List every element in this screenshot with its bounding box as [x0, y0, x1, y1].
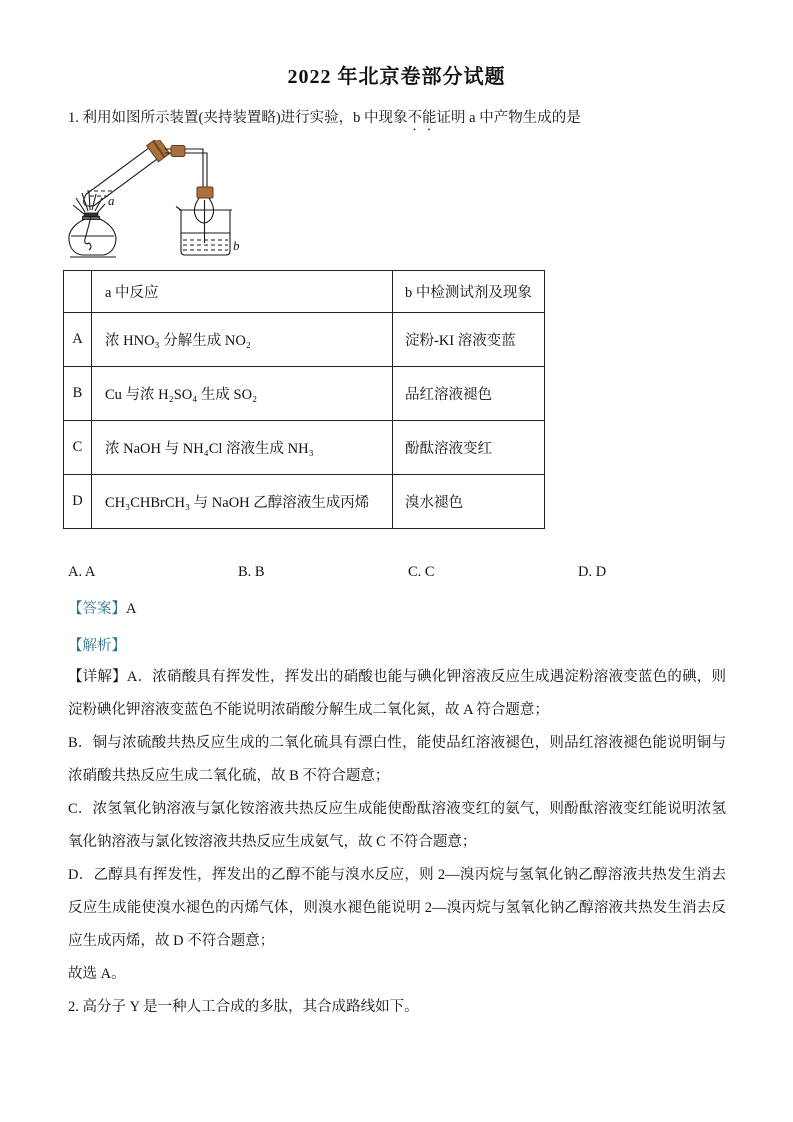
row-key: B	[64, 367, 92, 421]
row-detection: 淀粉-KI 溶液变蓝	[393, 313, 545, 367]
apparatus-diagram	[58, 140, 793, 268]
row-key: A	[64, 313, 92, 367]
explanation-paragraph-d: D．乙醇具有挥发性，挥发出的乙醇不能与溴水反应，则 2—溴丙烷与氢氧化钠乙醇溶液共热发生消去反应生成能使溴水褪色的丙烯气体，则溴水褪色能说明 2—溴丙烷与氢氧化钠乙醇溶液共热发生消去反应生成丙烯，故 D 不符合题意；	[68, 867, 726, 949]
diagram-label-b: b	[233, 238, 240, 253]
choice-c: C. C	[408, 564, 435, 580]
analysis-label: 【解析】	[68, 638, 126, 654]
explanation-paragraph-b: B．铜与浓硫酸共热反应生成的二氧化硫具有漂白性，能使品红溶液褪色，则品红溶液褪色能说明铜与浓硝酸共热反应生成二氧化硫，故 B 不符合题意；	[68, 735, 726, 784]
question-1-stem	[68, 108, 725, 134]
explanation-label: 【详解】	[68, 669, 127, 685]
gas-bulb	[194, 187, 213, 243]
answer-label: 【答案】	[68, 601, 126, 617]
row-key: D	[64, 475, 92, 529]
table-header-row	[64, 271, 545, 313]
row-detection: 溴水褪色	[393, 475, 545, 529]
answer-line	[68, 597, 725, 618]
question-1-number: 1.	[68, 110, 79, 126]
row-detection: 品红溶液褪色	[393, 367, 545, 421]
delivery-tube	[165, 146, 207, 188]
page-title: 2022 年北京卷部分试题	[287, 66, 506, 88]
options-table	[63, 270, 545, 529]
question-1-text-before: 利用如图所示装置(夹持装置略)进行实验，b 中现象	[82, 110, 408, 126]
question-1-text-after: 证明 a 中产物生成的是	[436, 110, 581, 126]
table-header-blank	[64, 271, 92, 313]
explanation-block	[68, 661, 726, 958]
explanation-paragraph-c: C．浓氢氧化钠溶液与氯化铵溶液共热反应生成能使酚酞溶液变红的氨气，则酚酞溶液变红能说明浓氢氧化钠溶液与氯化铵溶液共热反应生成氨气，故 C 不符合题意；	[68, 801, 726, 850]
row-reaction: CH₃CHBrCH₃ 与 NaOH 乙醇溶液生成丙烯	[92, 475, 393, 529]
rubber-connector-icon	[171, 146, 185, 157]
flame-icon	[73, 191, 105, 214]
row-key: C	[64, 421, 92, 475]
choice-d: D. D	[578, 564, 607, 580]
bulb-stopper-icon	[197, 187, 213, 198]
analysis-line	[68, 634, 725, 655]
table-header-detection: b 中检测试剂及现象	[393, 271, 545, 313]
table-row-b	[64, 367, 545, 421]
row-reaction: 浓 HNO₃ 分解生成 NO₂	[92, 313, 393, 367]
conclusion-line: 故选 A。	[68, 966, 126, 982]
apparatus-diagram-svg	[58, 140, 308, 268]
choice-row	[68, 564, 793, 581]
explanation-text: A．浓硝酸具有挥发性，挥发出的硝酸也能与碘化钾溶液反应生成遇淀粉溶液变蓝色的碘，则淀粉碘化钾溶液变蓝色不能说明浓硝酸分解生成二氧化氮，故 A 符合题意；	[68, 669, 727, 718]
choice-a: A. A	[68, 564, 96, 580]
question-2-stem	[68, 991, 726, 1024]
question-1-emphasized-text: 不能	[407, 110, 437, 126]
explanation-paragraph-a	[68, 661, 726, 727]
choice-b: B. B	[238, 564, 265, 580]
table-row-d	[64, 475, 545, 529]
row-reaction: 浓 NaOH 与 NH₄Cl 溶液生成 NH₃	[92, 421, 393, 475]
question-2-text: 高分子 Y 是一种人工合成的多肽，其合成路线如下。	[82, 999, 419, 1015]
alcohol-lamp-icon	[69, 213, 116, 257]
table-row-a	[64, 313, 545, 367]
diagram-label-a: a	[108, 193, 115, 208]
table-row-c	[64, 421, 545, 475]
tube-stopper-icon	[147, 140, 170, 162]
row-detection: 酚酞溶液变红	[393, 421, 545, 475]
row-reaction: Cu 与浓 H₂SO₄ 生成 SO₂	[92, 367, 393, 421]
answer-value: A	[126, 601, 137, 617]
question-2-number: 2.	[68, 999, 79, 1015]
table-header-reaction: a 中反应	[92, 271, 393, 313]
